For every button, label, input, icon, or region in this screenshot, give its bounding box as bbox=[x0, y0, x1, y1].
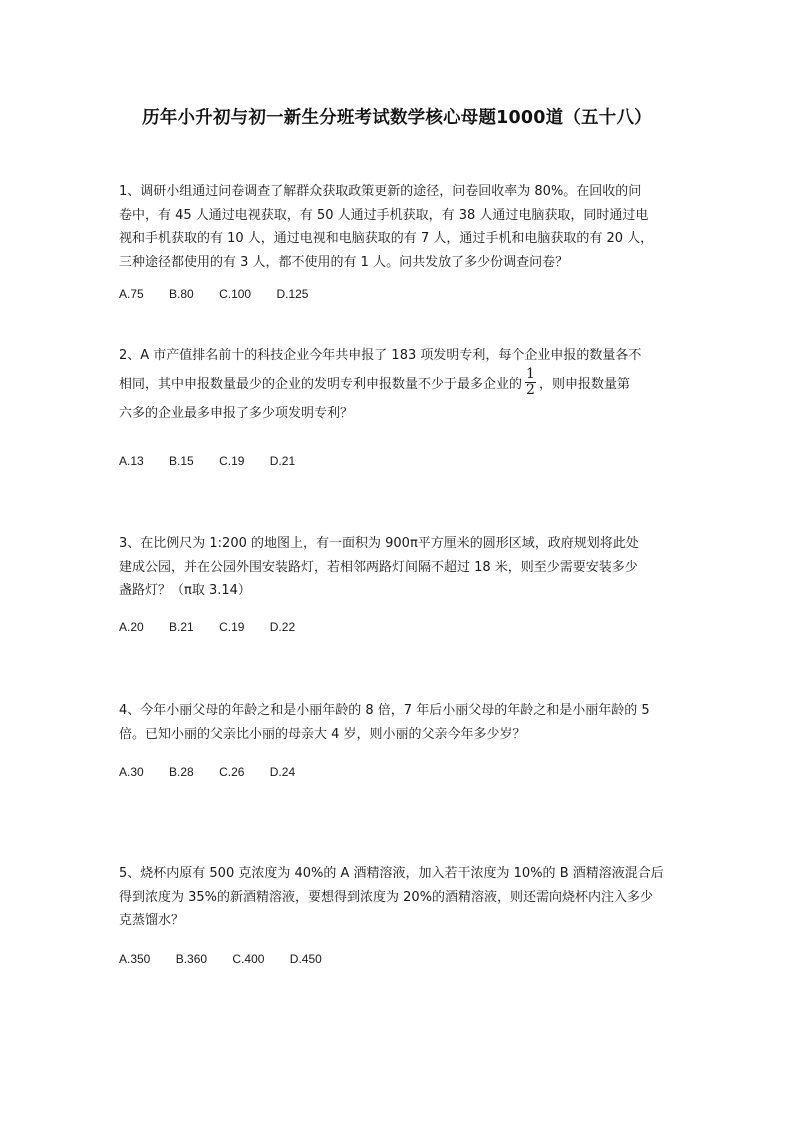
question-4-line: 4、今年小丽父母的年龄之和是小丽年龄的 8 倍，7 年后小丽父母的年龄之和是小丽年龄的 5 bbox=[119, 703, 650, 718]
question-3-line: 盏路灯？（π取 3.14） bbox=[119, 583, 251, 598]
question-2-line: 六多的企业最多申报了多少项发明专利？ bbox=[119, 405, 354, 421]
option-a: A.75 bbox=[119, 287, 144, 301]
option-b: B.28 bbox=[169, 765, 194, 779]
question-3-options bbox=[119, 620, 317, 634]
question-2-line-part: ，则申报数量第 bbox=[538, 376, 630, 392]
question-5-line: 5、烧杯内原有 500 克浓度为 40%的 A 酒精溶液，加入若干浓度为 10%的 B 酒精溶液混合后 bbox=[119, 866, 664, 881]
question-4-options bbox=[119, 765, 317, 779]
question-2-line: 2、A 市产值排名前十的科技企业今年共申报了 183 项发明专利，每个企业申报的数量各不 bbox=[119, 348, 642, 363]
question-2-options bbox=[119, 454, 317, 468]
question-5-line: 得到浓度为 35%的新酒精溶液，要想得到浓度为 20%的酒精溶液，则还需向烧杯内注入多少 bbox=[119, 889, 654, 905]
option-c: C.100 bbox=[219, 287, 252, 301]
option-c: C.26 bbox=[219, 765, 245, 779]
option-b: B.360 bbox=[175, 952, 208, 966]
question-5 bbox=[119, 862, 677, 933]
question-1 bbox=[119, 180, 677, 274]
option-a: A.350 bbox=[119, 952, 151, 966]
question-1-line: 1、调研小组通过问卷调查了解群众获取政策更新的途径，问卷回收率为 80%。在回收的问 bbox=[119, 184, 642, 199]
option-b: B.80 bbox=[169, 287, 194, 301]
question-1-line: 三种途径都使用的有 3 人，都不使用的有 1 人。问共发放了多少份调查问卷？ bbox=[119, 254, 569, 270]
question-4 bbox=[119, 699, 677, 746]
question-5-line: 克蒸馏水？ bbox=[119, 913, 185, 928]
question-1-line: 卷中，有 45 人通过电视获取，有 50 人通过手机获取，有 38 人通过电脑获取，同时通过电 bbox=[119, 207, 649, 223]
question-4-text bbox=[119, 699, 677, 746]
option-a: A.30 bbox=[119, 765, 144, 779]
question-4-line: 倍。已知小丽的父亲比小丽的母亲大 4 岁，则小丽的父亲今年多少岁？ bbox=[119, 726, 526, 742]
option-c: C.400 bbox=[232, 952, 265, 966]
fraction-numerator: 1 bbox=[526, 365, 535, 382]
question-2-text bbox=[119, 344, 677, 425]
option-d: D.450 bbox=[289, 952, 322, 966]
option-d: D.125 bbox=[276, 287, 309, 301]
document-title: 历年小升初与初一新生分班考试数学核心母题1000道（五十八） bbox=[142, 108, 652, 128]
question-2-line-part: 相同，其中申报数量最少的企业的发明专利申报数量不少于最多企业的 bbox=[119, 376, 523, 392]
question-3-line: 3、在比例尺为 1:200 的地图上，有一面积为 900π平方厘米的圆形区域，政府规划将此处 bbox=[119, 536, 639, 551]
option-c: C.19 bbox=[219, 620, 245, 634]
question-2 bbox=[119, 344, 677, 425]
question-1-text bbox=[119, 180, 677, 274]
question-3-line: 建成公园，并在公园外围安装路灯，若相邻两路灯间隔不超过 18 米，则至少需要安装多少 bbox=[119, 559, 638, 575]
fraction-one-half bbox=[525, 367, 536, 398]
fraction-denominator: 2 bbox=[526, 381, 535, 398]
question-5-text bbox=[119, 862, 677, 933]
question-2-line-with-fraction bbox=[119, 365, 677, 402]
question-1-options bbox=[119, 287, 330, 301]
option-b: B.15 bbox=[169, 454, 194, 468]
question-3 bbox=[119, 532, 677, 603]
option-d: D.24 bbox=[269, 765, 296, 779]
option-d: D.22 bbox=[269, 620, 296, 634]
question-1-line: 视和手机获取的有 10 人，通过电视和电脑获取的有 7 人，通过手机和电脑获取的有 20 人， bbox=[119, 231, 654, 246]
option-c: C.19 bbox=[219, 454, 245, 468]
question-5-options bbox=[119, 952, 344, 966]
question-3-text bbox=[119, 532, 677, 603]
option-a: A.20 bbox=[119, 620, 144, 634]
option-d: D.21 bbox=[269, 454, 296, 468]
option-b: B.21 bbox=[169, 620, 194, 634]
option-a: A.13 bbox=[119, 454, 144, 468]
